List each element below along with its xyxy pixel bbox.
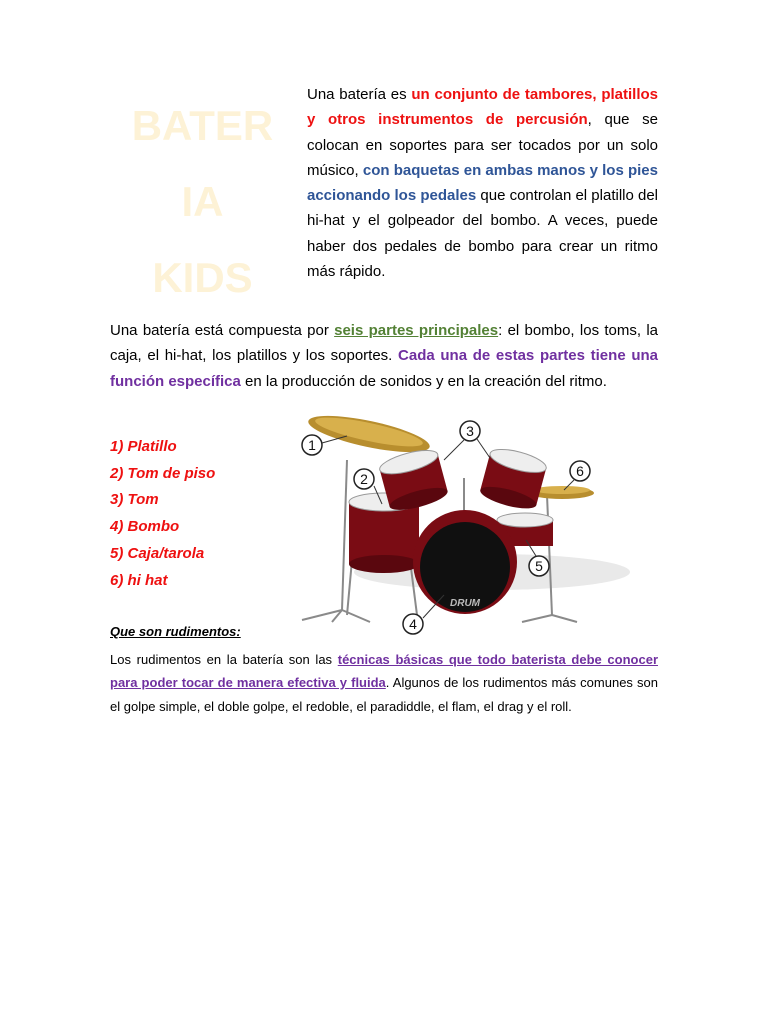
drum-label: 5: [535, 558, 543, 574]
drum-label: 1: [308, 437, 316, 453]
intro-highlight-blue: con baquetas en ambas manos y los pies accionando los pedales: [307, 161, 658, 205]
rudiments-link[interactable]: técnicas básicas que todo baterista debe conocer para poder tocar de manera efectiva y fluida: [110, 652, 658, 691]
drum-kit-image: [292, 410, 637, 638]
composition-highlight-green: seis partes principales: [334, 322, 499, 339]
composition-paragraph: [110, 318, 658, 394]
composition-text: : el bombo, los toms, la caja, el hi-hat, los platillos y los soportes.: [110, 322, 659, 365]
intro-text: Una batería es: [307, 86, 412, 103]
intro-highlight-red: un conjunto de tambores, platillos y otros instrumentos de percusión: [307, 86, 659, 129]
drum-label: 6: [576, 463, 584, 479]
drum-label: 4: [409, 616, 417, 632]
list-item: 3) Tom: [110, 491, 159, 509]
rudiments-text: Los rudimentos en la batería son las: [110, 652, 338, 667]
composition-highlight-purple: Cada una de estas partes tiene una función específica: [110, 347, 658, 390]
drum-label: 3: [466, 423, 474, 439]
list-item: 4) Bombo: [110, 518, 180, 536]
intro-text: , que se colocan en soportes para ser tocados por un solo músico,: [307, 111, 658, 179]
title-line: KIDS: [152, 254, 253, 301]
drum-parts-list: [110, 434, 215, 594]
rudiments-heading: Que son rudimentos:: [110, 624, 241, 639]
title-line: IA: [181, 178, 224, 225]
list-item: 2) Tom de piso: [110, 464, 216, 482]
page-title: [110, 88, 295, 316]
title-line: BATER: [131, 102, 274, 149]
drum-label: 2: [360, 471, 368, 487]
rudiments-paragraph: [110, 648, 658, 718]
list-item: 5) Caja/tarola: [110, 544, 205, 562]
intro-text: que controlan el platillo del hi-hat y el golpeador del bombo. A veces, puede haber dos pedales de bombo para crear un ritmo más rápido.: [307, 187, 659, 281]
list-item: 1) Platillo: [110, 438, 177, 455]
rudiments-text: . Algunos de los rudimentos más comunes son el golpe simple, el doble golpe, el redoble, el paradiddle, el flam, el drag y el roll.: [110, 675, 658, 714]
list-item: 6) hi hat: [110, 571, 168, 589]
composition-text: Una batería está compuesta por: [110, 322, 335, 339]
intro-paragraph: [307, 82, 658, 284]
composition-text: en la producción de sonidos y en la creación del ritmo.: [240, 372, 607, 390]
drum-logo: DRUM: [450, 598, 480, 609]
